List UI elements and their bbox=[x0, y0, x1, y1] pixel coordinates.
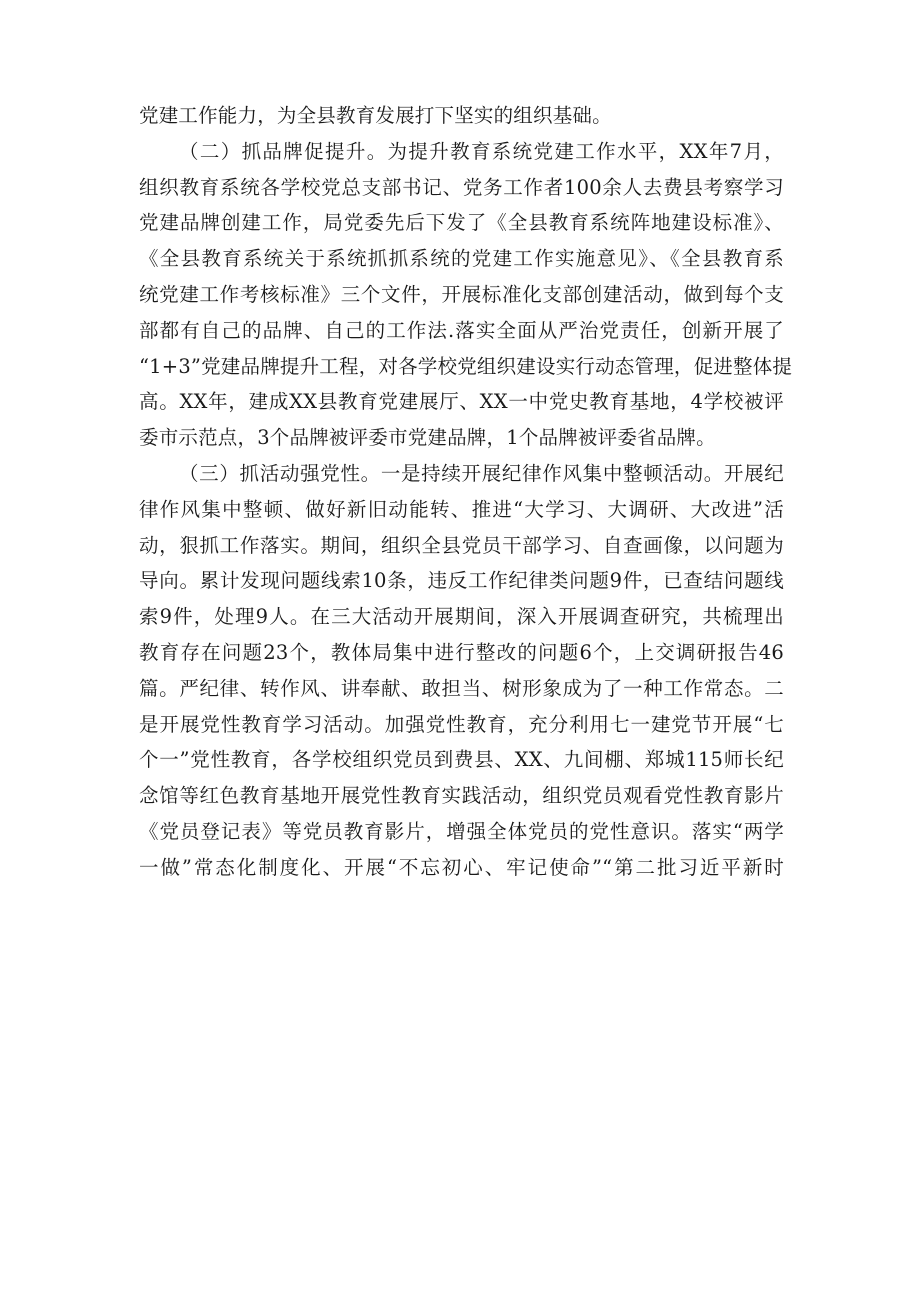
text-line-14: 导向。累计发现问题线索10条，违反工作纪律类问题9件，已查结问题线 bbox=[139, 569, 784, 593]
text-line-5: 《全县教育系统关于系统抓抓系统的党建工作实施意见》、《全县教育系 bbox=[139, 247, 784, 271]
text-line-19: 个一”党性教育，各学校组织党员到费县、XX、九间棚、郑城115师长纪 bbox=[139, 748, 784, 772]
text-line-18: 是开展党性教育学习活动。加强党性教育，充分利用七一建党节开展“七 bbox=[139, 712, 784, 736]
text-line-13: 动，狠抓工作落实。期间，组织全县党员干部学习、自查画像，以问题为 bbox=[139, 533, 784, 557]
text-line-10: 委市示范点，3个品牌被评委市党建品牌，1个品牌被评委省品牌。 bbox=[139, 426, 716, 450]
text-line-2: （二）抓品牌促提升。为提升教育系统党建工作水平，XX年7月， bbox=[179, 139, 784, 163]
body-text bbox=[139, 98, 793, 886]
text-line-20: 念馆等红色教育基地开展党性教育实践活动，组织党员观看党性教育影片 bbox=[139, 784, 784, 808]
text-line-9: 高。XX年，建成XX县教育党建展厅、XX一中党史教育基地，4学校被评 bbox=[139, 390, 784, 414]
text-line-11: （三）抓活动强党性。一是持续开展纪律作风集中整顿活动。开展纪 bbox=[179, 461, 784, 485]
text-line-4: 党建品牌创建工作，局党委先后下发了《全县教育系统阵地建设标准》、 bbox=[139, 211, 784, 235]
text-line-8: “1+3”党建品牌提升工程，对各学校党组织建设实行动态管理，促进整体提 bbox=[139, 354, 793, 378]
text-line-12: 律作风集中整顿、做好新旧动能转、推进“大学习、大调研、大改进”活 bbox=[139, 497, 784, 521]
text-line-3: 组织教育系统各学校党总支部书记、党务工作者100余人去费县考察学习 bbox=[139, 175, 784, 199]
text-line-22: 一做”常态化制度化、开展“不忘初心、牢记使命”“第二批习近平新时 bbox=[139, 855, 784, 879]
text-line-1: 党建工作能力，为全县教育发展打下坚实的组织基础。 bbox=[139, 104, 612, 127]
text-line-21: 《党员登记表》等党员教育影片，增强全体党员的党性意识。落实“两学 bbox=[139, 819, 784, 843]
text-line-7: 部都有自己的品牌、自己的工作法.落实全面从严治党责任，创新开展了 bbox=[139, 318, 784, 342]
text-line-16: 教育存在问题23个，教体局集中进行整改的问题6个，上交调研报告46 bbox=[139, 640, 784, 664]
text-line-6: 统党建工作考核标准》三个文件，开展标准化支部创建活动，做到每个支 bbox=[139, 282, 784, 306]
text-line-15: 索9件，处理9人。在三大活动开展期间，深入开展调查研究，共梳理出 bbox=[139, 605, 784, 629]
text-line-17: 篇。严纪律、转作风、讲奉献、敢担当、树形象成为了一种工作常态。二 bbox=[139, 676, 784, 700]
